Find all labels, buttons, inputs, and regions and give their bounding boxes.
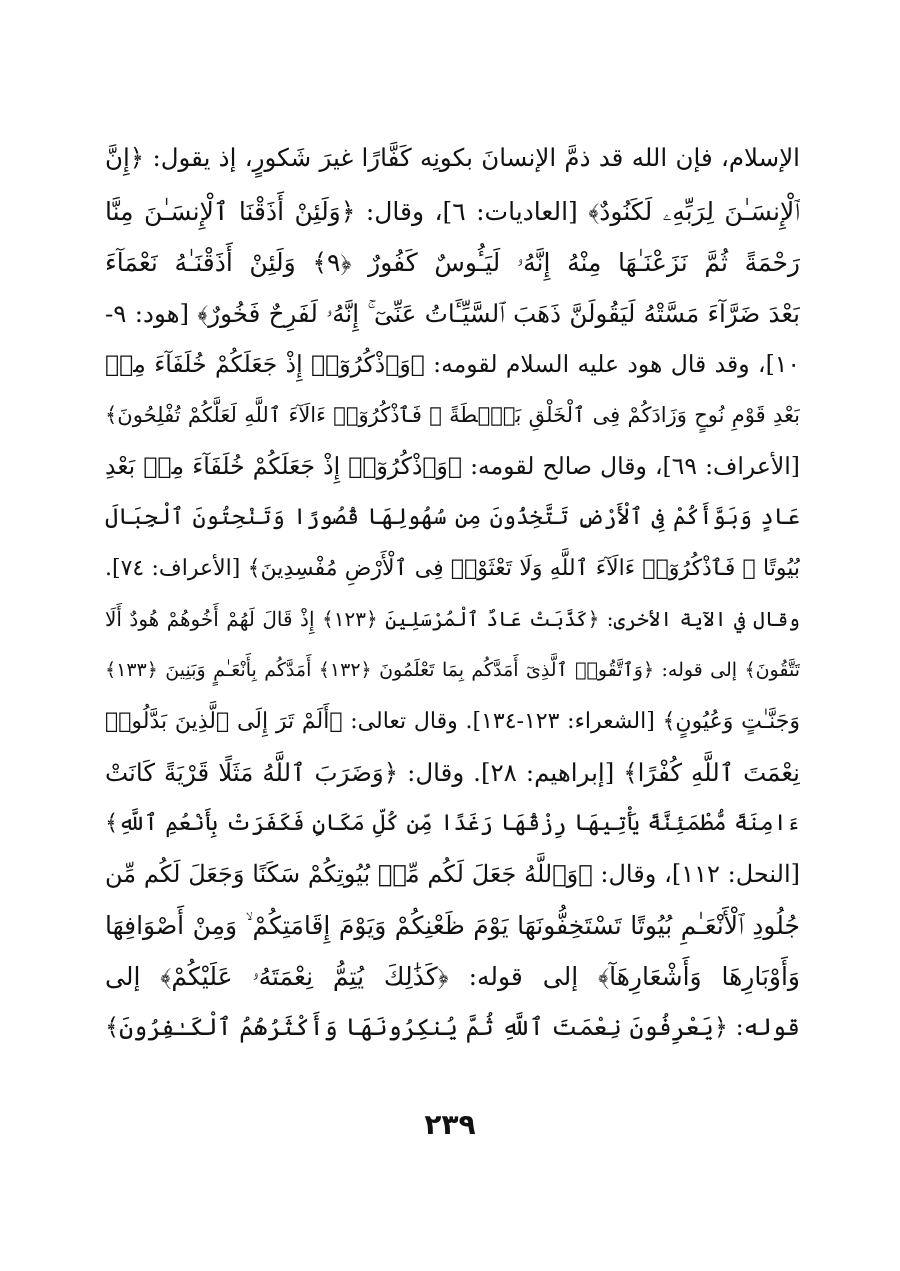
- text-line-1: الإسلام، فإن الله قد ذمَّ الإنسانَ بكونِه كَفَّارًا غيرَ شَكورٍ، إذ يقول: ﴿إِنَّ: [105, 143, 800, 172]
- text-line-14: ءَامِنَةً مُّطْمَئِنَّةً يَأْتِيهَا رِزْقُهَا رَغَدًا مِّن كُلِّ مَكَانٍ فَكَفَرَتْ بِأَنْعُمِ ٱللَّهِ﴾: [105, 810, 800, 836]
- text-line-10: وقال في الآية الأخرى: ﴿كَذَّبَتْ عَادٌ ٱلْمُرْسَلِينَ ﴿١٢٣﴾ إِذْ قَالَ لَهُمْ أَخُوهُمْ هُودٌ أَلَا: [105, 607, 800, 631]
- text-line-6: بَعْدِ قَوْمِ نُوحٍ وَزَادَكُمْ فِى ٱلْخَلْقِ بَصْۜطَةً ۖ فَٱذْكُرُوٓا۟ ءَالَآءَ ٱللَّهِ لَعَلَّكُمْ تُفْلِحُونَ﴾: [105, 403, 800, 427]
- text-line-11: تَتَّقُونَ﴾ إلى قوله: ﴿وَٱتَّقُوا۟ ٱلَّذِىٓ أَمَدَّكُم بِمَا تَعْلَمُونَ ﴿١٣٢﴾ أَمَدَّكُم بِأَنْعَـٰمٍ وَبَنِينَ ﴿١٣٣﴾: [105, 659, 800, 681]
- text-line-3: رَحْمَةً ثُمَّ نَزَعْنَـٰهَا مِنْهُ إِنَّهُۥ لَيَـُٔوسٌ كَفُورٌ ﴿٩﴾ وَلَئِنْ أَذَقْنَـٰهُ نَعْمَآءَ: [105, 248, 800, 277]
- text-line-17: وَأَوْبَارِهَا وَأَشْعَارِهَآ﴾ إلى قوله: ﴿كَذَٰلِكَ يُتِمُّ نِعْمَتَهُۥ عَلَيْكُمْ﴾ إلى: [105, 962, 800, 991]
- text-line-2: ٱلْإِنسَـٰنَ لِرَبِّهِۦ لَكَنُودٌ﴾ [العاديات: ٦]، وقال: ﴿وَلَئِنْ أَذَقْنَا ٱلْإِنسَـٰنَ مِنَّا: [105, 197, 800, 226]
- body-text: [105, 130, 800, 1053]
- page-number: ٢٣٩: [424, 1108, 476, 1141]
- text-line-15: [النحل: ١١٢]، وقال: ﴿وَٱللَّهُ جَعَلَ لَكُم مِّنۢ بُيُوتِكُمْ سَكَنًا وَجَعَلَ لَكُم مِّن: [105, 860, 800, 888]
- text-line-5: ١٠]، وقد قال هود عليه السلام لقومه: ﴿وَٱذْكُرُوٓا۟ إِذْ جَعَلَكُمْ خُلَفَآءَ مِنۢ: [105, 350, 800, 378]
- text-line-16: جُلُودِ ٱلْأَنْعَـٰمِ بُيُوتًا تَسْتَخِفُّونَهَا يَوْمَ ظَعْنِكُمْ وَيَوْمَ إِقَامَتِكُمْ ۙ وَمِنْ أَصْوَافِهَا: [105, 911, 800, 940]
- text-line-18: قوله: ﴿يَعْرِفُونَ نِعْمَتَ ٱللَّهِ ثُمَّ يُنكِرُونَهَا وَأَكْثَرُهُمُ ٱلْكَـٰفِرُونَ﴾: [105, 1013, 800, 1041]
- text-line-4: بَعْدَ ضَرَّآءَ مَسَّتْهُ لَيَقُولَنَّ ذَهَبَ ٱلسَّيِّـَٔاتُ عَنِّىٓ ۚ إِنَّهُۥ لَفَرِحٌ فَخُورٌ﴾ [هود: ٩-: [105, 299, 800, 328]
- text-line-9: بُيُوتًا ۖ فَٱذْكُرُوٓا۟ ءَالَآءَ ٱللَّهِ وَلَا تَعْثَوْا۟ فِى ٱلْأَرْضِ مُفْسِدِينَ﴾ [الأعراف: ٧٤].: [105, 556, 800, 581]
- text-line-8: عَادٍ وَبَوَّأَكُمْ فِى ٱلْأَرْضِ تَتَّخِذُونَ مِن سُهُولِهَا قُصُورًا وَتَنْحِتُونَ ٱلْجِبَالَ: [105, 504, 800, 530]
- text-line-13: نِعْمَتَ ٱللَّهِ كُفْرًا﴾ [إبراهيم: ٢٨]. وقال: ﴿وَضَرَبَ ٱللَّهُ مَثَلًا قَرْيَةً كَانَتْ: [105, 758, 800, 787]
- text-line-12: وَجَنَّـٰتٍ وَعُيُونٍ﴾ [الشعراء: ١٢٣-١٣٤]. وقال تعالى: ﴿أَلَمْ تَرَ إِلَى ٱلَّذِينَ بَدَّلُوا۟: [105, 709, 800, 734]
- text-line-7: [الأعراف: ٦٩]، وقال صالح لقومه: ﴿وَٱذْكُرُوٓا۟ إِذْ جَعَلَكُمْ خُلَفَآءَ مِنۢ بَعْدِ: [105, 452, 800, 480]
